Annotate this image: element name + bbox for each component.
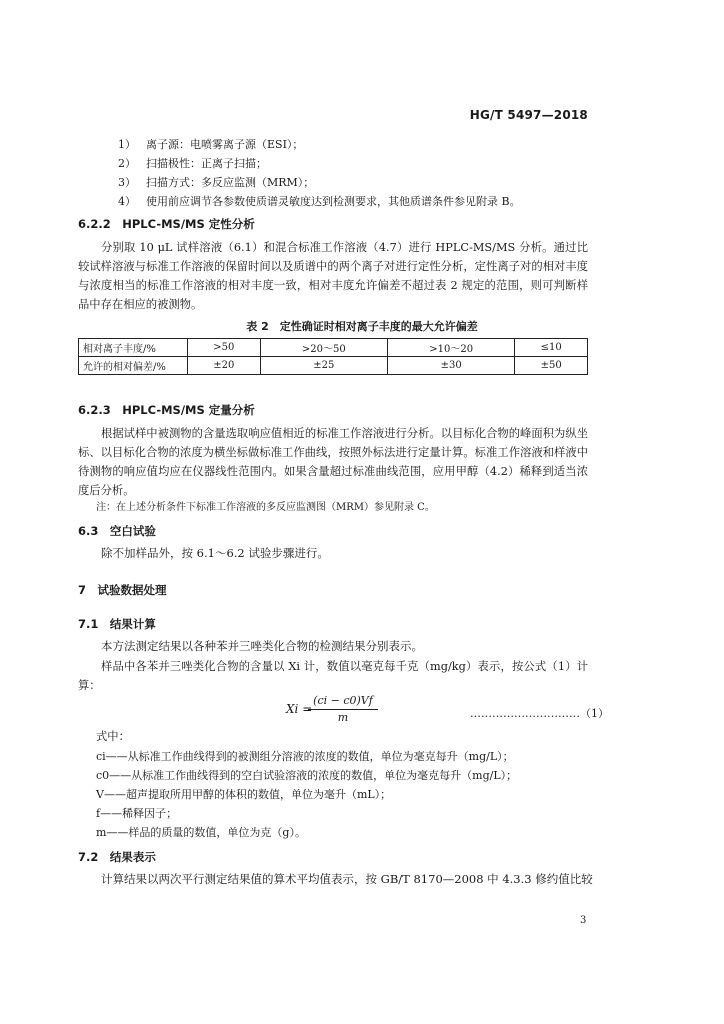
formula-denominator: m [337, 711, 349, 724]
list-item-number: 2） [118, 157, 136, 170]
formula-number: …………………………（1） [470, 707, 609, 720]
table-row [79, 357, 588, 375]
table-relative-abundance [78, 338, 588, 375]
section-heading-7-2: 7.2 结果表示 [78, 850, 156, 864]
paragraph-result-presentation: 计算结果以两次平行测定结果值的算术平均值表示，按 GB/T 8170—2008 中 4.3.3 修约值比较 [101, 872, 593, 886]
table-cell: ±30 [387, 357, 514, 375]
formula-numerator: (ci − c0)Vf [308, 694, 378, 710]
definition-item: V——超声提取所用甲醇的体积的数值，单位为毫升（mL）； [96, 788, 392, 801]
section-heading-6-3: 6.3 空白试验 [78, 524, 156, 538]
table-caption: 表 2 定性确证时相对离子丰度的最大允许偏差 [246, 320, 478, 333]
section-heading-7: 7 试验数据处理 [78, 583, 167, 597]
table-cell: ±25 [260, 357, 387, 375]
note: 注：在上述分析条件下标准工作溶液的多反应监测图（MRM）参见附录 C。 [96, 502, 435, 513]
list-item-text: 扫描方式：多反应监测（MRM）； [146, 176, 315, 189]
table-row-label: 允许的相对偏差/% [79, 357, 188, 375]
table-cell: >50 [188, 339, 261, 357]
paragraph-blank-test: 除不加样品外，按 6.1～6.2 试验步骤进行。 [101, 546, 329, 560]
section-heading-6-2-2: 6.2.2 HPLC-MS/MS 定性分析 [78, 217, 255, 231]
where-label: 式中： [96, 730, 130, 743]
formula-fraction [308, 694, 378, 724]
list-item-number: 4） [118, 195, 136, 208]
table-row-label: 相对离子丰度/% [79, 339, 188, 357]
table-cell: ±20 [188, 357, 261, 375]
list-item-number: 3） [118, 176, 136, 189]
definition-item: c0——从标准工作曲线得到的空白试验溶液的浓度的数值，单位为毫克每升（mg/L）； [96, 769, 518, 782]
table-row [79, 339, 588, 357]
list-item-text: 使用前应调节各参数使质谱灵敏度达到检测要求，其他质谱条件参见附录 B。 [146, 195, 521, 208]
section-heading-6-2-3: 6.2.3 HPLC-MS/MS 定量分析 [78, 403, 255, 417]
table-cell: >20～50 [260, 339, 387, 357]
table-cell: ±50 [515, 357, 588, 375]
section-heading-7-1: 7.1 结果计算 [78, 617, 156, 631]
definition-item: ci——从标准工作曲线得到的被测组分溶液的浓度的数值，单位为毫克每升（mg/L）； [96, 750, 514, 763]
definition-item: m——样品的质量的数值，单位为克（g）。 [96, 826, 306, 839]
paragraph-result-expression: 本方法测定结果以各种苯并三唑类化合物的检测结果分别表示。 [101, 639, 423, 653]
paragraph-qualitative-analysis: 分别取 10 μL 试样溶液（6.1）和混合标准工作溶液（4.7）进行 HPLC-MS/MS 分析。通过比较试样溶液与标准工作溶液的保留时间以及质谱中的两个离子对进行定性分析，定性离子对的相对丰度与浓度相当的标准工作溶液的相对丰度一致，相对丰度允许偏差不超过表 2 规定的范围，则可判断样品中存在相应的被测物。 [78, 241, 588, 311]
formula-lhs: Xi = [286, 702, 313, 716]
list-item-text: 离子源：电喷雾离子源（ESI）； [146, 138, 304, 151]
page-number: 3 [580, 915, 587, 926]
table-cell: >10～20 [387, 339, 514, 357]
standard-code: HG/T 5497—2018 [469, 108, 588, 122]
list-item-number: 1） [118, 138, 136, 151]
paragraph-content-calc: 样品中各苯并三唑类化合物的含量以 Xi 计，数值以毫克每千克（mg/kg）表示，按公式（1）计算： [78, 660, 588, 692]
table-cell: ≤10 [515, 339, 588, 357]
list-item-text: 扫描极性：正离子扫描； [146, 157, 267, 170]
paragraph-quantitative-analysis: 根据试样中被测物的含量选取响应值相近的标准工作溶液进行分析。以目标化合物的峰面积为纵坐标、以目标化合物的浓度为横坐标做标准工作曲线，按照外标法进行定量计算。标准工作溶液和样液中待测物的响应值均应在仪器线性范围内。如果含量超过标准曲线范围，应用甲醇（4.2）稀释到适当浓度后分析。 [78, 427, 588, 497]
definition-item: f——稀释因子； [96, 807, 178, 820]
